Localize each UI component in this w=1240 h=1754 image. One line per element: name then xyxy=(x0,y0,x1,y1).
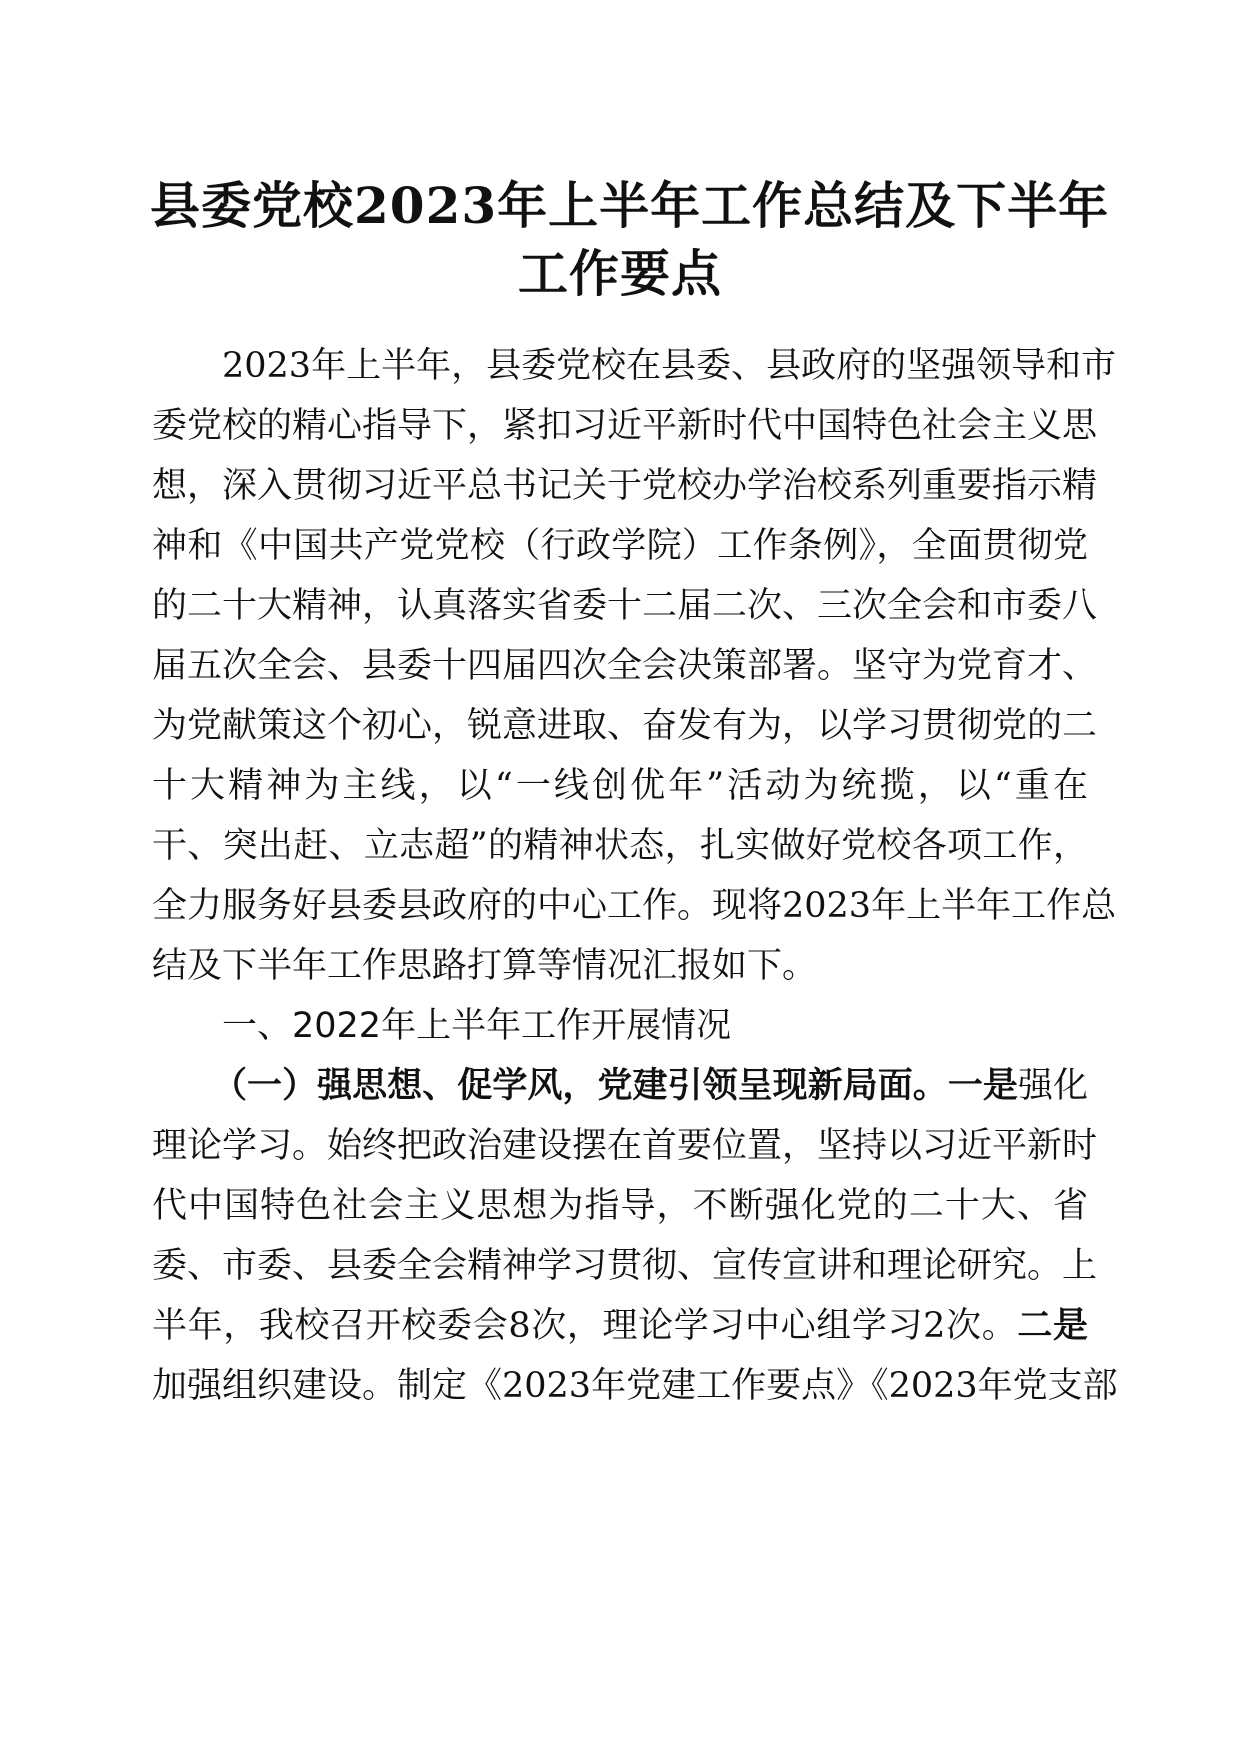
subsection-line-text: 半年，我校召开校委会8次，理论学习中心组学习2次。 xyxy=(152,1306,1018,1346)
intro-paragraph-line: 结及下半年工作思路打算等情况汇报如下。 xyxy=(152,946,818,986)
intro-paragraph-line: 为党献策这个初心，锐意进取、奋发有为，以学习贯彻党的二 xyxy=(152,706,1098,746)
intro-paragraph-line: 神和《中国共产党党校（行政学院）工作条例》，全面贯彻党 xyxy=(152,526,1088,566)
intro-paragraph-line: 的二十大精神，认真落实省委十二届二次、三次全会和市委八 xyxy=(152,586,1098,626)
subsection-paragraph-line: 代中国特色社会主义思想为指导，不断强化党的二十大、省 xyxy=(152,1186,1088,1226)
subsection-paragraph-line: 加强组织建设。制定《2023年党建工作要点》《2023年党支部 xyxy=(152,1366,1118,1406)
subsection-line-bold: 二是 xyxy=(1017,1305,1088,1346)
subsection-paragraph-line xyxy=(152,1304,1088,1348)
intro-paragraph-line: 想，深入贯彻习近平总书记关于党校办学治校系列重要指示精 xyxy=(152,466,1098,506)
document-title-line-1: 县委党校2023年上半年工作总结及下半年 xyxy=(150,176,1110,235)
intro-paragraph-line: 2023年上半年，县委党校在县委、县政府的坚强领导和市 xyxy=(222,346,1117,386)
subsection-paragraph-line: 委、市委、县委全会精神学习贯彻、宣传宣讲和理论研究。上 xyxy=(152,1246,1098,1286)
intro-paragraph-line: 届五次全会、县委十四届四次全会决策部署。坚守为党育才、 xyxy=(152,646,1098,686)
intro-paragraph-line: 干、突出赶、立志超”的精神状态，扎实做好党校各项工作， xyxy=(152,826,1088,866)
section-heading: 一、2022年上半年工作开展情况 xyxy=(222,1006,732,1046)
subsection-lead-bold: （一）强思想、促学风，党建引领呈现新局面。一是 xyxy=(212,1065,1018,1106)
subsection-lead-rest: 强化 xyxy=(1017,1066,1088,1106)
intro-paragraph-line: 十大精神为主线，以“一线创优年”活动为统揽，以“重在 xyxy=(152,766,1088,806)
intro-paragraph-line: 委党校的精心指导下，紧扣习近平新时代中国特色社会主义思 xyxy=(152,406,1098,446)
subsection-lead-line xyxy=(212,1064,1088,1108)
subsection-paragraph-line: 理论学习。始终把政治建设摆在首要位置，坚持以习近平新时 xyxy=(152,1126,1098,1166)
document-title-line-2: 工作要点 xyxy=(518,244,722,303)
intro-paragraph-line: 全力服务好县委县政府的中心工作。现将2023年上半年工作总 xyxy=(152,886,1117,926)
